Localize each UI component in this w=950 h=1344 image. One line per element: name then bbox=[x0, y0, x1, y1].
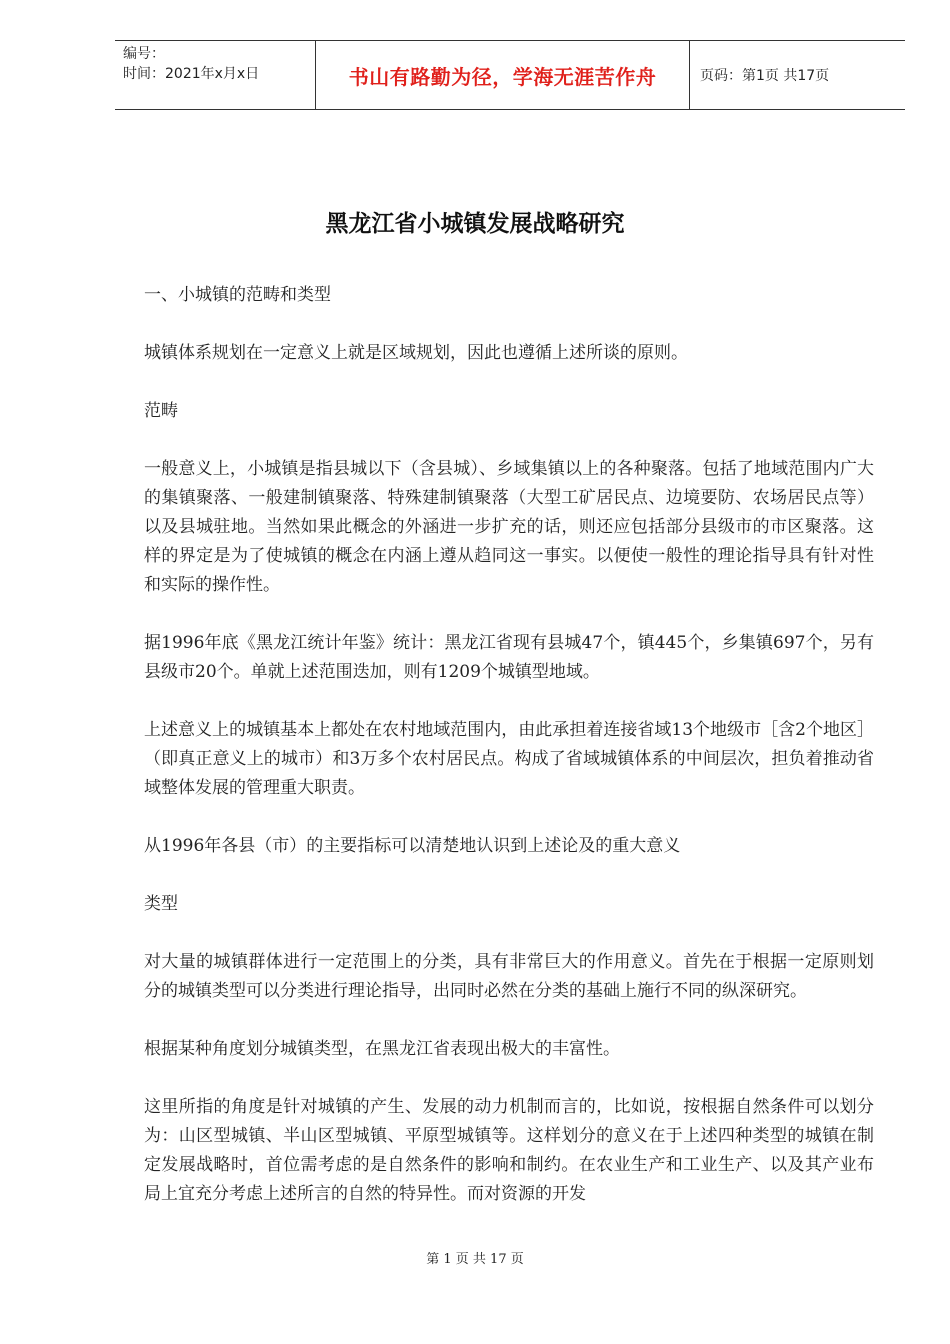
paragraph: 一般意义上，小城镇是指县城以下（含县城）、乡域集镇以上的各种聚落。包括了地域范围内广大的集镇聚落、一般建制镇聚落、特殊建制镇聚落（大型工矿居民点、边境要防、农场居民点等）以及县城驻地。当然如果此概念的外涵进一步扩充的话，则还应包括部分县级市的市区聚落。这样的界定是为了使城镇的概念在内涵上遵从趋同这一事实。以便使一般性的理论指导具有针对性和实际的操作性。 bbox=[144, 459, 874, 595]
paragraph: 城镇体系规划在一定意义上就是区域规划，因此也遵循上述所谈的原则。 bbox=[144, 343, 688, 363]
section-heading: 一、小城镇的范畴和类型 bbox=[144, 285, 331, 305]
subheading-scope: 范畴 bbox=[144, 401, 178, 421]
paragraph: 据1996年底《黑龙江统计年鉴》统计：黑龙江省现有县城47个，镇445个，乡集镇697个，另有县级市20个。单就上述范围迭加，则有1209个城镇型地域。 bbox=[144, 633, 874, 682]
paragraph: 根据某种角度划分城镇类型，在黑龙江省表现出极大的丰富性。 bbox=[144, 1039, 620, 1059]
paragraph: 这里所指的角度是针对城镇的产生、发展的动力机制而言的，比如说，按根据自然条件可以划分为：山区型城镇、半山区型城镇、平原型城镇等。这样划分的意义在于上述四种类型的城镇在制定发展战略时，首位需考虑的是自然条件的影响和制约。在农业生产和工业生产、以及其产业布局上宜充分考虑上述所言的自然的特异性。而对资源的开发 bbox=[144, 1097, 874, 1204]
document-number-label: 编号： bbox=[123, 46, 165, 62]
paragraph: 从1996年各县（市）的主要指标可以清楚地认识到上述论及的重大意义 bbox=[144, 836, 681, 856]
page-footer: 第 1 页 共 17 页 bbox=[426, 1252, 524, 1267]
subheading-types: 类型 bbox=[144, 894, 178, 914]
header-slogan: 书山有路勤为径，学海无涯苦作舟 bbox=[315, 41, 690, 109]
document-time-label: 时间：2021年x月x日 bbox=[123, 66, 260, 82]
header-meta bbox=[115, 41, 315, 109]
document-body bbox=[144, 281, 874, 1238]
document-title: 黑龙江省小城镇发展战略研究 bbox=[325, 211, 625, 237]
paragraph: 上述意义上的城镇基本上都处在农村地域范围内，由此承担着连接省域13个地级市［含2个地区］（即真正意义上的城市）和3万多个农村居民点。构成了省域城镇体系的中间层次，担负着推动省域整体发展的管理重大职责。 bbox=[144, 720, 874, 798]
page-header bbox=[115, 40, 905, 110]
paragraph: 对大量的城镇群体进行一定范围上的分类，具有非常巨大的作用意义。首先在于根据一定原则划分的城镇类型可以分类进行理论指导，出同时必然在分类的基础上施行不同的纵深研究。 bbox=[144, 952, 874, 1001]
header-page-number: 页码：第1页 共17页 bbox=[700, 68, 830, 84]
